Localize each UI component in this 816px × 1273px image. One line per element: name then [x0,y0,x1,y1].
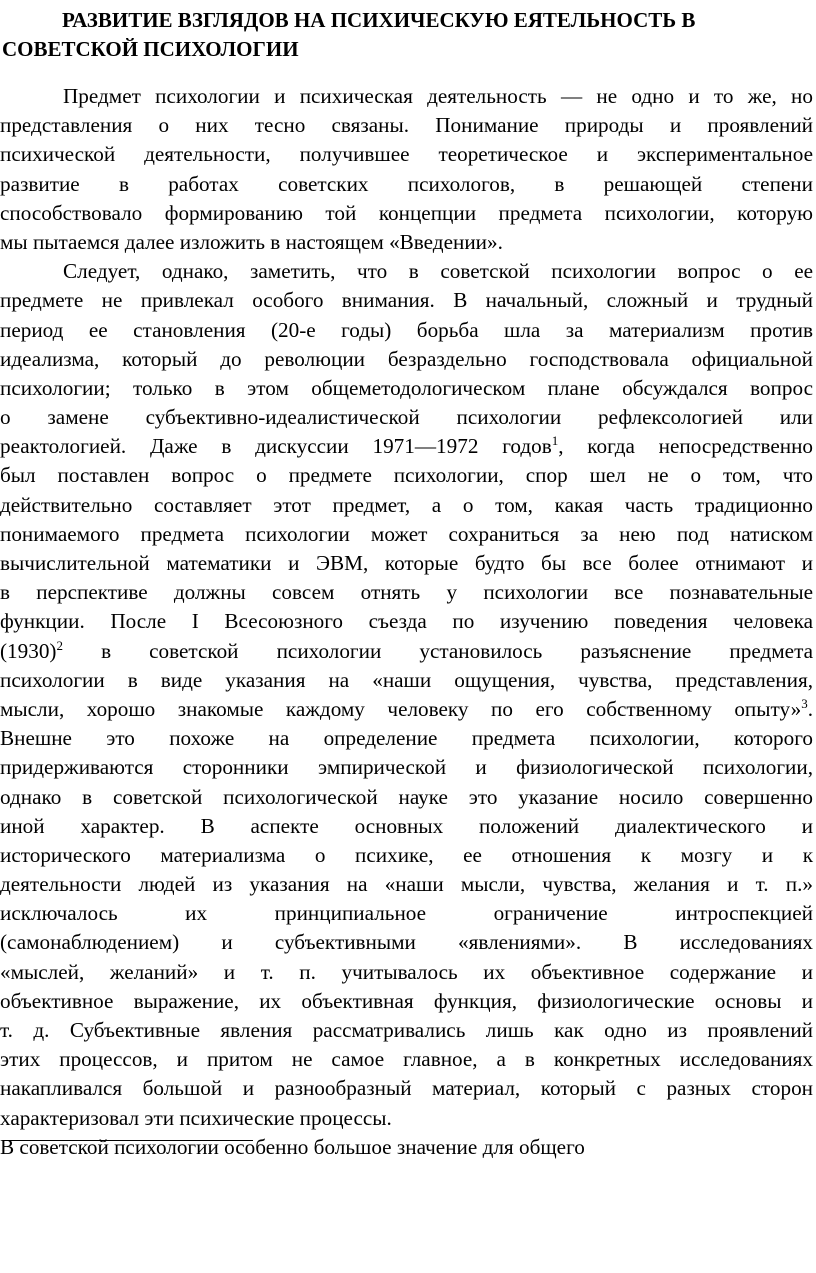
text-line: «мыслей, желаний» и т. п. учитывалось их объективное содержание и [0,959,813,984]
text-line: В советской психологии особенно большое значение для общего [0,1134,585,1159]
text-line [0,695,813,724]
text-line: развитие в работах советских психологов, в решающей степени [0,171,813,196]
text-line: т. д. Субъективные явления рассматривались лишь как одно из проявлений [0,1018,813,1042]
text-line: был поставлен вопрос о предмете психологии, спор шел не о том, что [0,463,813,488]
text-line: период ее становления (20-е годы) борьба шла за материализм против [0,317,813,342]
text-line: понимаемого предмета психологии может сохраниться за нею под натиском [0,521,813,546]
text-segment: (1930) [0,638,57,663]
text-line: о замене субъективно-идеалистической психологии рефлексологией или [0,405,813,430]
text-line: этих процессов, и притом не самое главное, а в конкретных исследованиях [0,1047,813,1072]
title-line: СОВЕТСКОЙ ПСИХОЛОГИИ [2,37,299,61]
text-line: Следует, однако, заметить, что в советской психологии вопрос о ее [63,259,813,284]
text-line: мы пытаемся далее изложить в настоящем «Введении». [0,229,503,254]
document-title [2,6,814,64]
text-line: в перспективе должны совсем отнять у психологии все познавательные [0,580,813,605]
text-line: характеризовал эти психические процессы. [0,1105,392,1130]
paragraph [0,257,813,1133]
text-line: функции. После I Всесоюзного съезда по изучению поведения человека [0,609,813,634]
paragraph [0,1133,813,1162]
footnote-reference[interactable]: 3 [801,695,808,711]
text-line: действительно составляет этот предмет, а о том, какая часть традиционно [0,492,813,517]
document-body [0,82,813,1162]
title-line: РАЗВИТИЕ ВЗГЛЯДОВ НА ПСИХИЧЕСКУЮ ЕЯТЕЛЬНОСТЬ В [62,8,696,32]
text-line: психологии в виде указания на «наши ощущения, чувства, представления, [0,667,813,692]
text-line: иной характер. В аспекте основных положений диалектического и [0,813,813,838]
text-line: вычислительной математики и ЭВМ, которые будто бы все более отнимают и [0,551,813,575]
text-line: идеализма, который до революции безраздельно господствовала официальной [0,346,813,371]
text-line: накапливался большой и разнообразный материал, который с разных сторон [0,1076,813,1101]
text-line: психической деятельности, получившее теоретическое и экспериментальное [0,142,813,167]
text-line: представления о них тесно связаны. Понимание природы и проявлений [0,113,813,138]
text-line [0,432,813,461]
text-line: предмете не привлекал особого внимания. В начальный, сложный и трудный [0,288,813,313]
footnote-reference[interactable]: 2 [56,637,63,653]
text-line: исключалось их принципиальное ограничение интроспекцией [0,901,813,926]
text-segment: в советской психологии установилось разъяснение предмета [63,638,813,663]
footnote-separator [3,1140,253,1141]
text-line: способствовало формированию той концепции предмета психологии, которую [0,200,813,225]
footnote-reference[interactable]: 1 [551,433,559,449]
text-line: Предмет психологии и психическая деятельность — не одно и то же, но [63,84,813,108]
text-line: объективное выражение, их объективная функция, физиологические основы и [0,988,813,1013]
text-line: деятельности людей из указания на «наши мысли, чувства, желания и т. п.» [0,872,813,897]
text-line: психологии; только в этом общеметодологическом плане обсуждался вопрос [0,375,813,400]
text-line: Внешне это похоже на определение предмета психологии, которого [0,726,813,751]
text-line: однако в советской психологической науке это указание носило совершенно [0,784,813,809]
text-line: придерживаются сторонники эмпирической и физиологической психологии, [0,755,813,780]
text-segment: , когда непосредственно [558,434,813,459]
paragraph [0,82,813,257]
text-segment: мысли, хорошо знакомые каждому человеку по его собственному опыту» [0,696,802,721]
text-line: исторического материализма о психике, ее отношения к мозгу и к [0,842,813,867]
text-line: (самонаблюдением) и субъективными «явлениями». В исследованиях [0,930,813,955]
text-segment: . [807,696,813,721]
text-segment: реактологией. Даже в дискуссии 1971—1972 годов [0,434,552,459]
text-line [0,637,813,666]
